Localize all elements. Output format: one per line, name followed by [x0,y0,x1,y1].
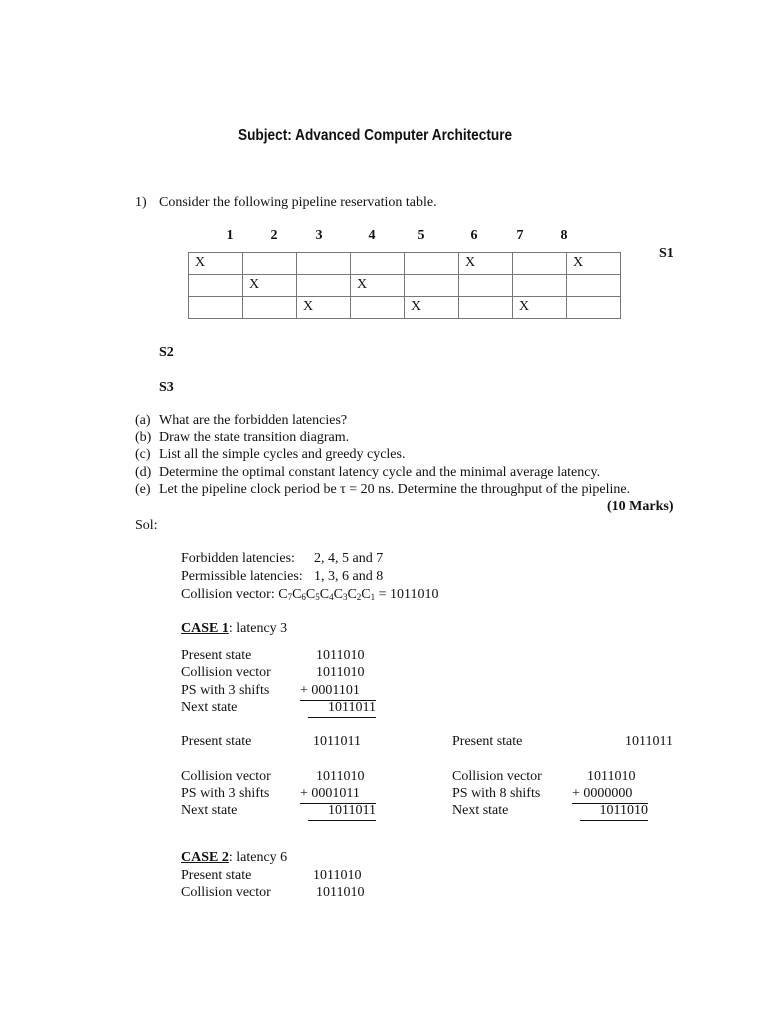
question-text: Consider the following pipeline reservation table. [159,195,437,210]
state-value: + 0001011 [300,785,376,804]
table-cell [189,297,243,319]
subscript: 6 [301,592,306,602]
table-cell [405,253,459,275]
column-number: 2 [270,228,278,243]
part-label: (e) [135,482,151,497]
part-label: (b) [135,430,152,445]
stage-label-s2: S2 [159,345,174,360]
state-value: 1011010 [313,868,362,883]
marks-label: (10 Marks) [607,499,674,514]
case2-subtitle: : latency 6 [228,850,288,865]
part-text: List all the simple cycles and greedy cycles. [159,447,406,462]
case1-heading [181,620,287,637]
permissible-label: Permissible latencies: [181,569,303,584]
case2-heading [181,849,287,866]
table-cell: X [567,253,621,275]
table-cell [243,297,297,319]
stage-label-s3: S3 [159,380,174,395]
table-cell [513,253,567,275]
case2-title: CASE 2 [181,850,229,865]
table-cell [459,275,513,297]
state-label: Present state [452,734,523,749]
table-cell [405,275,459,297]
table-cell [567,297,621,319]
table-cell: X [459,253,513,275]
state-value: 1011011 [313,734,361,749]
part-text: Determine the optimal constant latency cycle and the minimal average latency. [159,465,601,480]
permissible-value: 1, 3, 6 and 8 [314,569,384,584]
subscript: 7 [287,592,293,602]
state-label: PS with 3 shifts [181,786,270,801]
table-cell [351,297,405,319]
subscript: 5 [315,592,320,602]
part-text: Let the pipeline clock period be τ = 20 ns. Determine the throughput of the pipeline. [159,482,631,497]
table-cell [243,253,297,275]
table-cell [189,275,243,297]
collision-vector-line: Collision vector: $C_7C_6C_5C_4C_3C_2C_1 = 1011010$ [181,587,439,602]
table-row [189,253,621,275]
state-value: 1011010 [316,648,365,663]
column-number: 1 [226,228,234,243]
table-cell [297,275,351,297]
solution-label: Sol: [135,518,158,533]
state-value: 1011010 [316,769,365,784]
table-cell [297,253,351,275]
subscript: 4 [329,592,334,602]
state-label: Present state [181,734,252,749]
state-label: Next state [452,803,509,818]
subscript: 3 [342,592,348,602]
table-cell [567,275,621,297]
state-label: Next state [181,803,238,818]
table-cell: X [189,253,243,275]
state-label: Collision vector [452,769,542,784]
subscript: 1 [370,592,376,602]
table-row [189,275,621,297]
part-label: (d) [135,465,152,480]
state-label: Collision vector [181,885,271,900]
collision-label: Collision vector: [181,587,275,602]
state-label: PS with 8 shifts [452,786,541,801]
forbidden-value: 2, 4, 5 and 7 [314,551,384,566]
column-number: 5 [417,228,425,243]
subscript: 2 [356,592,362,602]
case1-subtitle: : latency 3 [228,621,288,636]
question-number: 1) [135,195,147,210]
state-value: 1011011 [308,699,376,718]
table-row [189,297,621,319]
case1-title: CASE 1 [181,621,229,636]
table-cell: X [405,297,459,319]
table-cell: X [513,297,567,319]
table-cell: X [351,275,405,297]
state-label: Next state [181,700,238,715]
table-cell [459,297,513,319]
collision-value: = 1011010 [378,587,439,602]
state-value: 1011010 [580,802,648,821]
state-label: Collision vector [181,769,271,784]
forbidden-label: Forbidden latencies: [181,551,295,566]
part-text: Draw the state transition diagram. [159,430,350,445]
part-text: What are the forbidden latencies? [159,413,348,428]
column-number: 7 [516,228,524,243]
table-cell: X [297,297,351,319]
page-title: Subject: Advanced Computer Architecture [238,127,513,144]
state-value: 1011011 [625,734,673,749]
state-value: 1011010 [587,769,636,784]
state-label: PS with 3 shifts [181,683,270,698]
column-number: 3 [315,228,323,243]
table-cell [351,253,405,275]
column-number: 4 [368,228,376,243]
state-value: 1011010 [316,665,365,680]
state-label: Present state [181,868,252,883]
reservation-table [188,252,621,319]
stage-label-s1: S1 [659,246,674,261]
state-label: Present state [181,648,252,663]
part-label: (c) [135,447,151,462]
table-cell [513,275,567,297]
table-cell: X [243,275,297,297]
state-value: + 0000000 [572,785,648,804]
column-number: 8 [560,228,568,243]
part-label: (a) [135,413,151,428]
state-label: Collision vector [181,665,271,680]
state-value: + 0001101 [300,682,376,701]
state-value: 1011011 [308,802,376,821]
state-value: 1011010 [316,885,365,900]
column-number: 6 [470,228,478,243]
